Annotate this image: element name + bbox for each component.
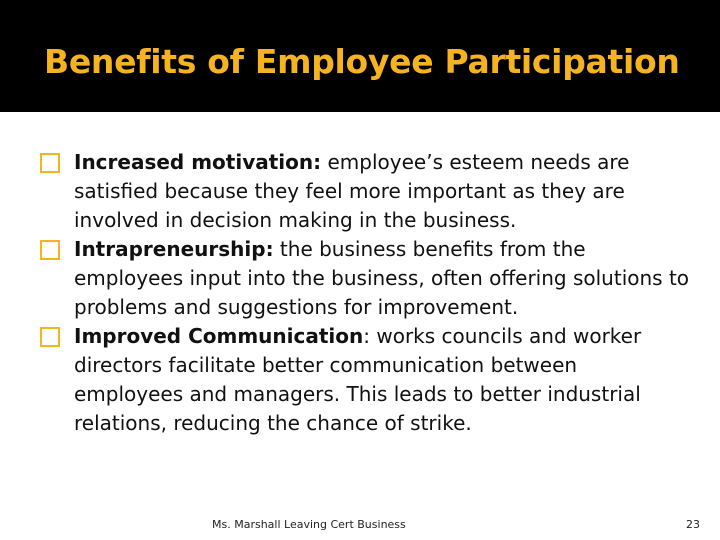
slide-footer: Ms. Marshall Leaving Cert Business [212, 518, 406, 531]
bullet-list [40, 148, 690, 438]
bullet-text: employee’s esteem needs are satisfied because they feel more important as they are involved in decision making in the business. [74, 150, 630, 232]
bullet-text: : works councils and worker directors facilitate better communication between employees and managers. This leads to better industrial relations, reducing the chance of strike. [74, 324, 642, 435]
title-bar [0, 0, 720, 112]
bullet-text: the business benefits from the employees input into the business, often offering solutions to problems and suggestions for improvement. [74, 237, 690, 319]
bullet-item [40, 235, 690, 322]
page-number: 23 [686, 518, 700, 531]
bullet-term: Improved Communication [74, 324, 364, 348]
bullet-box-icon [40, 240, 60, 260]
bullet-box-icon [40, 153, 60, 173]
bullet-box-icon [40, 327, 60, 347]
bullet-item [40, 322, 690, 438]
slide-title: Benefits of Employee Participation [44, 42, 680, 81]
bullet-item [40, 148, 690, 235]
bullet-term: Increased motivation: [74, 150, 322, 174]
bullet-term: Intrapreneurship: [74, 237, 274, 261]
